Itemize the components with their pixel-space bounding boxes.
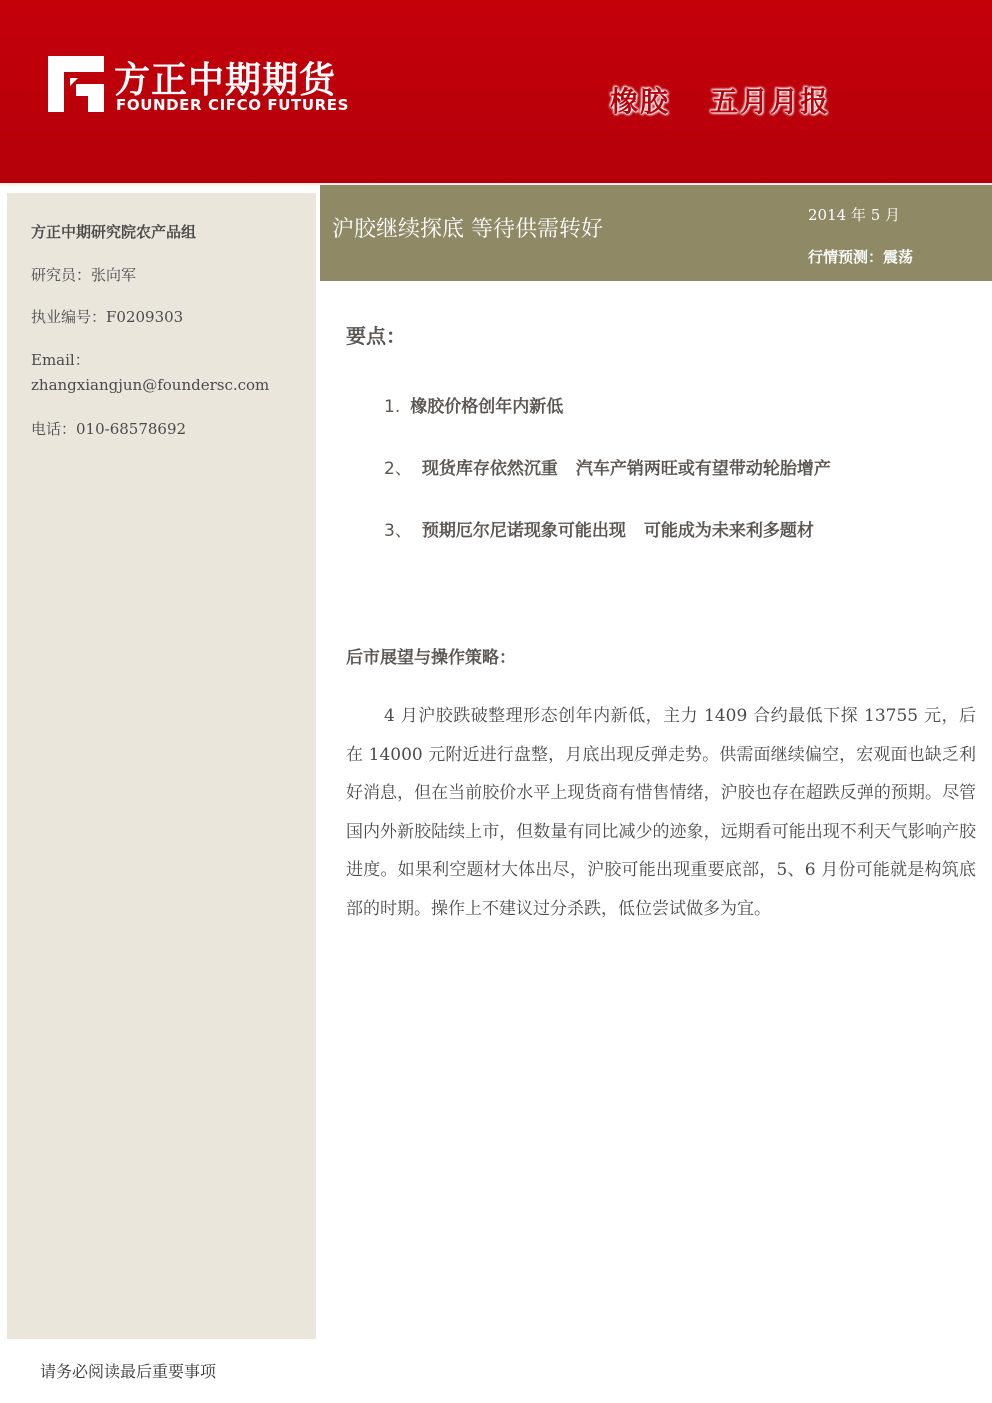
founder-logo-icon <box>48 56 104 112</box>
sidebar-phone: 电话：010-68578692 <box>31 420 187 438</box>
key-point-text-secondary: 可能成为未来利多题材 <box>643 521 814 541</box>
key-point-item <box>384 516 814 541</box>
outlook-body: 4 月沪胶跌破整理形态创年内新低，主力 1409 合约最低下探 13755 元，后在 14000 元附近进行盘整，月底出现反弹走势。供需面继续偏空，宏观面也缺乏利好消息，但在当前胶价水平上现货商有惜售情绪，沪胶也存在超跌反弹的预期。尽管国内外新胶陆续上市，但数量有同比减少的迹象，远期看可能出现不利天气影响产胶进度。如果利空题材大体出尽，沪胶可能出现重要底部，5、6 月份可能就是构筑底部的时期。操作上不建议过分杀跌，低位尝试做多为宜。 <box>346 706 976 919</box>
page-header <box>0 0 992 183</box>
report-type: 五月月报 <box>710 85 831 118</box>
key-point-item <box>384 454 831 479</box>
footer-disclaimer-note: 请务必阅读最后重要事项 <box>40 1362 217 1381</box>
sidebar-department: 方正中期研究院农产品组 <box>31 223 197 241</box>
key-point-number: 2、 <box>384 459 412 479</box>
report-title: 沪胶继续探底 等待供需转好 <box>332 217 603 242</box>
key-point-text: 现货库存依然沉重 <box>421 459 558 479</box>
sidebar-researcher: 研究员：张向军 <box>31 266 137 284</box>
market-forecast: 行情预测：震荡 <box>808 248 914 266</box>
key-points-heading: 要点： <box>346 324 406 348</box>
key-point-item <box>384 392 563 417</box>
product-name: 橡胶 <box>610 85 671 118</box>
key-point-text: 预期厄尔尼诺现象可能出现 <box>421 521 626 541</box>
sidebar-email[interactable]: zhangxiangjun@foundersc.com <box>31 376 270 394</box>
key-point-number: 1. <box>384 397 401 417</box>
report-date: 2014 年 5 月 <box>808 206 901 224</box>
report-header-title <box>610 80 830 120</box>
key-point-text-secondary: 汽车产销两旺或有望带动轮胎增产 <box>575 459 831 479</box>
key-point-number: 3、 <box>384 521 412 541</box>
sidebar-license: 执业编号：F0209303 <box>31 308 184 326</box>
sidebar-email-label: Email： <box>31 351 90 369</box>
logo-chinese-text: 方正中期期货 <box>114 60 337 101</box>
outlook-heading: 后市展望与操作策略： <box>346 648 516 668</box>
logo-english-text: FOUNDER CIFCO FUTURES <box>116 96 350 114</box>
key-point-text: 橡胶价格创年内新低 <box>410 397 564 417</box>
